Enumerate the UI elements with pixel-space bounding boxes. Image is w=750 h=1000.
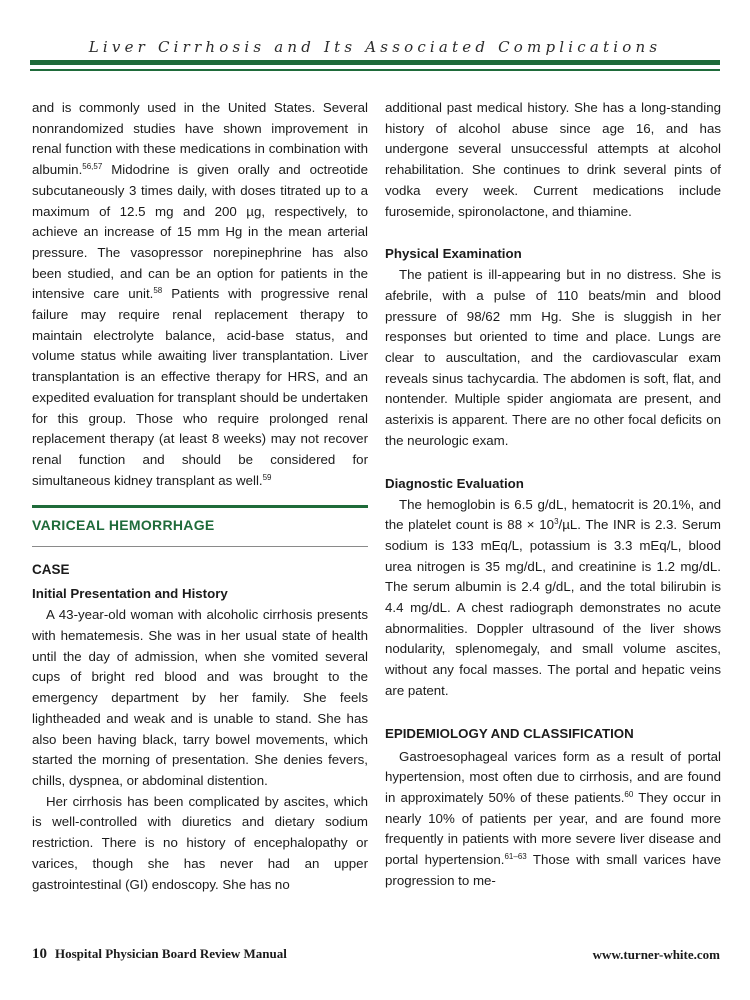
left-column — [32, 98, 368, 895]
citation: 61–63 — [504, 852, 527, 862]
heading-epidemiology: EPIDEMIOLOGY AND CLASSIFICATION — [385, 725, 634, 741]
right-column — [385, 98, 721, 892]
text-run: They occur in nearly 10% of patients per year, and are found more frequently in patients with more severe liver disease and portal hypertension. — [385, 789, 721, 868]
text-run: Patients with progressive renal failure may require renal replacement therapy to maintain electrolyte balance, acid-base status, and volume status while awaiting liver transplantation. Liver transplantation is an effective therapy for HRS, and an expedited evaluation for transplant should be undertaken for this group. Those who require prolonged renal replacement therapy (at least 8 weeks) may not recover renal function and should be considered for simultaneous kidney transplant as well. — [32, 286, 368, 488]
footer-url: www.turner-white.com — [592, 947, 720, 962]
section-rule — [32, 505, 368, 508]
text-run: The hemoglobin is 6.5 g/dL, hematocrit is 20.1%, and the platelet count is 88 × 10 — [385, 496, 721, 533]
text-run: /µL. The INR is 2.3. Serum sodium is 133 mEq/L, potassium is 3.3 mEq/L, blood urea nitrogen is 35 mg/dL, and creatinine is 1.2 mg/dL. The serum albumin is 2.4 g/dL, and the total bilirubin is 4.4 mg/dL. A chest radiograph demonstrates no acute abnormalities. Doppler ultrasound of the liver shows nodularity, splenomegaly, and small volume ascites, without any focal masses. The portal and hepatic veins are patent. — [385, 517, 721, 698]
left-paragraph-3: Her cirrhosis has been complicated by ascites, which is well-controlled with diuretics and dietary sodium restriction. There is no history of encephalopathy or varices, though she has never had an upper gastrointestinal (GI) endoscopy. She has no — [32, 793, 368, 892]
spacer — [385, 702, 721, 723]
page-number: 10 — [32, 946, 47, 962]
footer-left — [32, 946, 287, 963]
subheading-diagnostic-evaluation: Diagnostic Evaluation — [385, 475, 524, 491]
section-title: VARICEAL HEMORRHAGE — [32, 517, 215, 534]
left-paragraph-2: A 43-year-old woman with alcoholic cirrhosis presents with hematemesis. She was in her usual state of health until the day of admission, when she vomited several cups of bright red blood and was brought to the emergency department by her family. She feels lightheaded and weak and is unable to stand. She has also been having black, tarry bowel movements, which started the morning of presentation. She denies fevers, chills, dyspnea, or abdominal distention. — [32, 607, 368, 788]
right-paragraph-4 — [385, 747, 721, 892]
case-heading: CASE — [32, 562, 70, 578]
subheading-initial-presentation: Initial Presentation and History — [32, 586, 228, 602]
journal-title: Hospital Physician Board Review Manual — [55, 946, 287, 961]
citation: 58 — [153, 286, 163, 296]
text-run: Gastroesophageal varices form as a result of portal hypertension, most often due to cirrhosis, and are found in approximately 50% of these patients. — [385, 748, 721, 805]
citation: 56,57 — [82, 162, 103, 172]
right-paragraph-2: The patient is ill-appearing but in no distress. She is afebrile, with a pulse of 110 beats/min and blood pressure of 98/62 mm Hg. She is sluggish in her responses but oriented to time and place. Lungs are clear to auscultation, and the cardiovascular exam reveals sinus tachycardia. The abdomen is soft, flat, and nontender. Multiple spider angiomata are present, and asterixis is apparent. There are no other focal deficits on the neurologic exam. — [385, 267, 721, 448]
text-run: Those with small varices have progression to me- — [385, 852, 721, 888]
text-run: and is commonly used in the United States. Several nonrandomized studies have shown improvement in renal function with these medications in combination with albumin. — [32, 100, 368, 178]
citation: 59 — [262, 472, 272, 482]
spacer — [385, 452, 721, 473]
spacer — [385, 222, 721, 243]
header-rule-thin — [30, 69, 720, 71]
subheading-physical-examination: Physical Examination — [385, 246, 522, 262]
right-paragraph-3 — [385, 495, 721, 702]
section-underline — [32, 546, 368, 547]
citation: 60 — [624, 789, 634, 799]
left-paragraph-1 — [32, 98, 368, 491]
superscript: 3 — [554, 517, 559, 527]
text-run: Midodrine is given orally and octreotide subcutaneously 3 times daily, with doses titrated up to a maximum of 12.5 mg and 200 µg, respectively, to achieve an increase of 15 mm Hg in the mean arterial pressure. The vasopressor norepinephrine has also been studied, and can be an option for patients in the intensive care unit. — [32, 162, 368, 302]
running-head: Liver Cirrhosis and Its Associated Complications — [88, 38, 662, 56]
header-rule-thick — [30, 60, 720, 65]
right-paragraph-1: additional past medical history. She has a long-standing history of alcohol abuse since age 16, and has undergone several unsuccessful attempts at alcohol rehabilitation. She continues to drink several pints of vodka every week. Current medications include furosemide, spironolactone, and thiamine. — [385, 100, 721, 219]
